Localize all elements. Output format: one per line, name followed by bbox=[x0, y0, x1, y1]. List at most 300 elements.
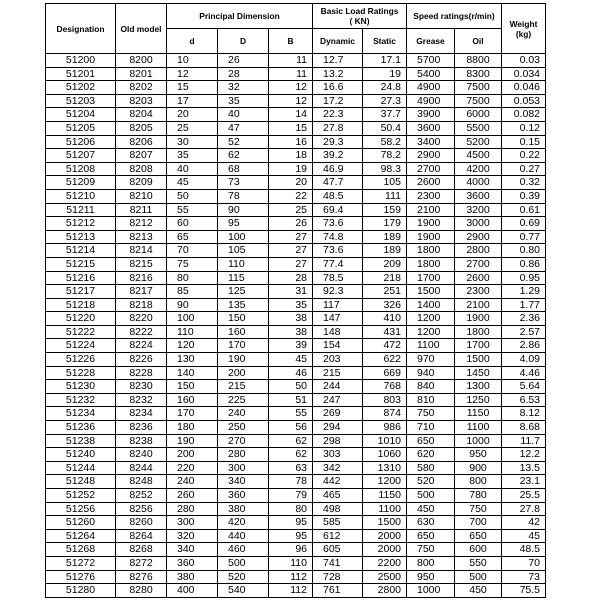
cell-designation: 51238 bbox=[46, 434, 116, 448]
cell-static-load: 472 bbox=[363, 339, 407, 353]
cell-designation: 51228 bbox=[46, 366, 116, 380]
cell-D: 225 bbox=[218, 393, 269, 407]
cell-designation: 51218 bbox=[46, 298, 116, 312]
cell-d: 12 bbox=[167, 67, 218, 81]
cell-B: 12 bbox=[269, 94, 313, 108]
cell-dynamic-load: 29.3 bbox=[313, 135, 363, 149]
cell-weight: 0.32 bbox=[502, 176, 546, 190]
cell-grease-speed: 4900 bbox=[407, 94, 455, 108]
cell-designation: 51201 bbox=[46, 67, 116, 81]
cell-designation: 51252 bbox=[46, 489, 116, 503]
cell-designation: 51205 bbox=[46, 121, 116, 135]
cell-oil-speed: 700 bbox=[455, 516, 502, 530]
cell-oil-speed: 650 bbox=[455, 529, 502, 543]
header-speed-ratings: Speed ratings(r/min) bbox=[407, 4, 502, 29]
cell-weight: 0.95 bbox=[502, 271, 546, 285]
cell-static-load: 1500 bbox=[363, 516, 407, 530]
cell-grease-speed: 1900 bbox=[407, 217, 455, 231]
cell-dynamic-load: 117 bbox=[313, 298, 363, 312]
cell-d: 20 bbox=[167, 108, 218, 122]
cell-grease-speed: 5400 bbox=[407, 67, 455, 81]
cell-old-model: 8260 bbox=[116, 516, 167, 530]
table-row bbox=[46, 271, 546, 285]
table-row bbox=[46, 475, 546, 489]
cell-old-model: 8209 bbox=[116, 176, 167, 190]
cell-dynamic-load: 442 bbox=[313, 475, 363, 489]
cell-d: 190 bbox=[167, 434, 218, 448]
cell-oil-speed: 780 bbox=[455, 489, 502, 503]
cell-old-model: 8211 bbox=[116, 203, 167, 217]
cell-designation: 51244 bbox=[46, 461, 116, 475]
cell-d: 35 bbox=[167, 149, 218, 163]
cell-dynamic-load: 269 bbox=[313, 407, 363, 421]
header-old-model: Old model bbox=[116, 4, 167, 54]
cell-d: 180 bbox=[167, 421, 218, 435]
cell-old-model: 8220 bbox=[116, 312, 167, 326]
cell-weight: 4.46 bbox=[502, 366, 546, 380]
cell-static-load: 431 bbox=[363, 325, 407, 339]
cell-D: 200 bbox=[218, 366, 269, 380]
cell-oil-speed: 5500 bbox=[455, 121, 502, 135]
cell-old-model: 8206 bbox=[116, 135, 167, 149]
cell-D: 240 bbox=[218, 407, 269, 421]
cell-d: 340 bbox=[167, 543, 218, 557]
cell-static-load: 2000 bbox=[363, 529, 407, 543]
cell-B: 14 bbox=[269, 108, 313, 122]
cell-grease-speed: 950 bbox=[407, 570, 455, 584]
table-row bbox=[46, 230, 546, 244]
cell-D: 520 bbox=[218, 570, 269, 584]
cell-dynamic-load: 92.3 bbox=[313, 285, 363, 299]
cell-old-model: 8230 bbox=[116, 380, 167, 394]
cell-oil-speed: 3000 bbox=[455, 217, 502, 231]
cell-weight: 0.27 bbox=[502, 162, 546, 176]
cell-d: 30 bbox=[167, 135, 218, 149]
cell-d: 75 bbox=[167, 257, 218, 271]
cell-B: 39 bbox=[269, 339, 313, 353]
table-row bbox=[46, 353, 546, 367]
cell-d: 90 bbox=[167, 298, 218, 312]
cell-old-model: 8215 bbox=[116, 257, 167, 271]
cell-weight: 0.61 bbox=[502, 203, 546, 217]
cell-designation: 51215 bbox=[46, 257, 116, 271]
cell-B: 31 bbox=[269, 285, 313, 299]
cell-B: 19 bbox=[269, 162, 313, 176]
cell-d: 40 bbox=[167, 162, 218, 176]
cell-d: 380 bbox=[167, 570, 218, 584]
header-basic-load-ratings: Basic Load Ratings ( KN) bbox=[313, 4, 407, 29]
cell-B: 28 bbox=[269, 271, 313, 285]
cell-old-model: 8217 bbox=[116, 285, 167, 299]
table-row bbox=[46, 516, 546, 530]
cell-weight: 70 bbox=[502, 556, 546, 570]
cell-weight: 0.03 bbox=[502, 54, 546, 68]
cell-D: 250 bbox=[218, 421, 269, 435]
cell-grease-speed: 3600 bbox=[407, 121, 455, 135]
cell-weight: 23.1 bbox=[502, 475, 546, 489]
cell-old-model: 8280 bbox=[116, 584, 167, 598]
cell-d: 45 bbox=[167, 176, 218, 190]
table-row bbox=[46, 434, 546, 448]
cell-oil-speed: 800 bbox=[455, 475, 502, 489]
cell-oil-speed: 600 bbox=[455, 543, 502, 557]
cell-d: 100 bbox=[167, 312, 218, 326]
cell-dynamic-load: 294 bbox=[313, 421, 363, 435]
cell-B: 62 bbox=[269, 434, 313, 448]
cell-designation: 51213 bbox=[46, 230, 116, 244]
cell-B: 112 bbox=[269, 584, 313, 598]
cell-static-load: 1010 bbox=[363, 434, 407, 448]
cell-B: 55 bbox=[269, 407, 313, 421]
header-D: D bbox=[218, 29, 269, 54]
cell-designation: 51268 bbox=[46, 543, 116, 557]
cell-grease-speed: 840 bbox=[407, 380, 455, 394]
cell-weight: 8.68 bbox=[502, 421, 546, 435]
cell-B: 51 bbox=[269, 393, 313, 407]
cell-old-model: 8244 bbox=[116, 461, 167, 475]
table-row bbox=[46, 189, 546, 203]
cell-static-load: 218 bbox=[363, 271, 407, 285]
cell-static-load: 2000 bbox=[363, 543, 407, 557]
cell-weight: 11.7 bbox=[502, 434, 546, 448]
table-row bbox=[46, 502, 546, 516]
cell-B: 20 bbox=[269, 176, 313, 190]
cell-d: 240 bbox=[167, 475, 218, 489]
cell-designation: 51202 bbox=[46, 81, 116, 95]
cell-oil-speed: 4000 bbox=[455, 176, 502, 190]
cell-dynamic-load: 46.9 bbox=[313, 162, 363, 176]
cell-d: 160 bbox=[167, 393, 218, 407]
cell-grease-speed: 3900 bbox=[407, 108, 455, 122]
cell-d: 25 bbox=[167, 121, 218, 135]
cell-d: 300 bbox=[167, 516, 218, 530]
cell-D: 73 bbox=[218, 176, 269, 190]
cell-designation: 51208 bbox=[46, 162, 116, 176]
cell-old-model: 8256 bbox=[116, 502, 167, 516]
cell-d: 360 bbox=[167, 556, 218, 570]
cell-B: 79 bbox=[269, 489, 313, 503]
cell-dynamic-load: 465 bbox=[313, 489, 363, 503]
cell-B: 11 bbox=[269, 67, 313, 81]
cell-weight: 0.80 bbox=[502, 244, 546, 258]
cell-B: 38 bbox=[269, 312, 313, 326]
cell-old-model: 8204 bbox=[116, 108, 167, 122]
cell-dynamic-load: 761 bbox=[313, 584, 363, 598]
table-row bbox=[46, 407, 546, 421]
cell-grease-speed: 710 bbox=[407, 421, 455, 435]
cell-dynamic-load: 585 bbox=[313, 516, 363, 530]
cell-static-load: 2800 bbox=[363, 584, 407, 598]
table-row bbox=[46, 135, 546, 149]
header-B: B bbox=[269, 29, 313, 54]
cell-D: 105 bbox=[218, 244, 269, 258]
table-row bbox=[46, 529, 546, 543]
cell-static-load: 803 bbox=[363, 393, 407, 407]
cell-D: 32 bbox=[218, 81, 269, 95]
table-body bbox=[46, 54, 546, 598]
cell-designation: 51222 bbox=[46, 325, 116, 339]
cell-static-load: 1100 bbox=[363, 502, 407, 516]
cell-dynamic-load: 728 bbox=[313, 570, 363, 584]
table-row bbox=[46, 380, 546, 394]
cell-static-load: 19 bbox=[363, 67, 407, 81]
cell-old-model: 8200 bbox=[116, 54, 167, 68]
cell-weight: 0.053 bbox=[502, 94, 546, 108]
cell-weight: 0.082 bbox=[502, 108, 546, 122]
cell-dynamic-load: 303 bbox=[313, 448, 363, 462]
cell-D: 215 bbox=[218, 380, 269, 394]
cell-old-model: 8201 bbox=[116, 67, 167, 81]
cell-designation: 51226 bbox=[46, 353, 116, 367]
cell-B: 95 bbox=[269, 529, 313, 543]
cell-static-load: 179 bbox=[363, 217, 407, 231]
table-row bbox=[46, 393, 546, 407]
cell-grease-speed: 5700 bbox=[407, 54, 455, 68]
cell-static-load: 251 bbox=[363, 285, 407, 299]
header-grease: Grease bbox=[407, 29, 455, 54]
cell-static-load: 1060 bbox=[363, 448, 407, 462]
cell-oil-speed: 1000 bbox=[455, 434, 502, 448]
cell-d: 130 bbox=[167, 353, 218, 367]
cell-static-load: 2500 bbox=[363, 570, 407, 584]
cell-oil-speed: 6000 bbox=[455, 108, 502, 122]
cell-oil-speed: 2800 bbox=[455, 244, 502, 258]
table-row bbox=[46, 149, 546, 163]
cell-static-load: 105 bbox=[363, 176, 407, 190]
cell-dynamic-load: 27.8 bbox=[313, 121, 363, 135]
cell-static-load: 986 bbox=[363, 421, 407, 435]
cell-designation: 51200 bbox=[46, 54, 116, 68]
cell-static-load: 1200 bbox=[363, 475, 407, 489]
cell-static-load: 24.8 bbox=[363, 81, 407, 95]
cell-D: 35 bbox=[218, 94, 269, 108]
table-row bbox=[46, 176, 546, 190]
cell-B: 26 bbox=[269, 217, 313, 231]
cell-weight: 27.8 bbox=[502, 502, 546, 516]
cell-dynamic-load: 154 bbox=[313, 339, 363, 353]
cell-D: 280 bbox=[218, 448, 269, 462]
cell-d: 120 bbox=[167, 339, 218, 353]
cell-designation: 51217 bbox=[46, 285, 116, 299]
cell-D: 270 bbox=[218, 434, 269, 448]
cell-D: 500 bbox=[218, 556, 269, 570]
cell-B: 62 bbox=[269, 448, 313, 462]
cell-oil-speed: 1500 bbox=[455, 353, 502, 367]
cell-oil-speed: 8800 bbox=[455, 54, 502, 68]
cell-dynamic-load: 741 bbox=[313, 556, 363, 570]
cell-B: 50 bbox=[269, 380, 313, 394]
cell-old-model: 8214 bbox=[116, 244, 167, 258]
cell-weight: 0.86 bbox=[502, 257, 546, 271]
cell-D: 340 bbox=[218, 475, 269, 489]
cell-oil-speed: 2100 bbox=[455, 298, 502, 312]
cell-D: 150 bbox=[218, 312, 269, 326]
table-row bbox=[46, 203, 546, 217]
cell-static-load: 209 bbox=[363, 257, 407, 271]
cell-weight: 45 bbox=[502, 529, 546, 543]
cell-designation: 51216 bbox=[46, 271, 116, 285]
cell-old-model: 8276 bbox=[116, 570, 167, 584]
cell-D: 115 bbox=[218, 271, 269, 285]
cell-B: 35 bbox=[269, 298, 313, 312]
table-row bbox=[46, 584, 546, 598]
table-row bbox=[46, 217, 546, 231]
cell-weight: 2.36 bbox=[502, 312, 546, 326]
cell-static-load: 1310 bbox=[363, 461, 407, 475]
table-row bbox=[46, 162, 546, 176]
cell-weight: 1.29 bbox=[502, 285, 546, 299]
cell-weight: 2.86 bbox=[502, 339, 546, 353]
cell-D: 40 bbox=[218, 108, 269, 122]
cell-grease-speed: 1700 bbox=[407, 271, 455, 285]
cell-dynamic-load: 298 bbox=[313, 434, 363, 448]
cell-B: 112 bbox=[269, 570, 313, 584]
table-row bbox=[46, 543, 546, 557]
cell-oil-speed: 4200 bbox=[455, 162, 502, 176]
cell-oil-speed: 450 bbox=[455, 584, 502, 598]
cell-B: 27 bbox=[269, 244, 313, 258]
cell-static-load: 2200 bbox=[363, 556, 407, 570]
cell-B: 27 bbox=[269, 257, 313, 271]
cell-grease-speed: 1100 bbox=[407, 339, 455, 353]
cell-weight: 0.15 bbox=[502, 135, 546, 149]
cell-D: 47 bbox=[218, 121, 269, 135]
cell-old-model: 8218 bbox=[116, 298, 167, 312]
cell-static-load: 37.7 bbox=[363, 108, 407, 122]
cell-oil-speed: 1800 bbox=[455, 325, 502, 339]
cell-grease-speed: 940 bbox=[407, 366, 455, 380]
cell-d: 280 bbox=[167, 502, 218, 516]
cell-static-load: 98.3 bbox=[363, 162, 407, 176]
cell-grease-speed: 2900 bbox=[407, 149, 455, 163]
cell-old-model: 8210 bbox=[116, 189, 167, 203]
table-row bbox=[46, 298, 546, 312]
table-row bbox=[46, 54, 546, 68]
cell-static-load: 768 bbox=[363, 380, 407, 394]
cell-oil-speed: 3200 bbox=[455, 203, 502, 217]
cell-static-load: 622 bbox=[363, 353, 407, 367]
table-row bbox=[46, 244, 546, 258]
table-row bbox=[46, 67, 546, 81]
cell-D: 300 bbox=[218, 461, 269, 475]
cell-designation: 51260 bbox=[46, 516, 116, 530]
cell-weight: 6.53 bbox=[502, 393, 546, 407]
cell-B: 16 bbox=[269, 135, 313, 149]
cell-oil-speed: 1450 bbox=[455, 366, 502, 380]
cell-D: 540 bbox=[218, 584, 269, 598]
cell-static-load: 159 bbox=[363, 203, 407, 217]
cell-dynamic-load: 13.2 bbox=[313, 67, 363, 81]
table-row bbox=[46, 448, 546, 462]
cell-D: 380 bbox=[218, 502, 269, 516]
cell-dynamic-load: 73.6 bbox=[313, 244, 363, 258]
cell-B: 15 bbox=[269, 121, 313, 135]
cell-old-model: 8205 bbox=[116, 121, 167, 135]
cell-old-model: 8212 bbox=[116, 217, 167, 231]
cell-grease-speed: 2600 bbox=[407, 176, 455, 190]
cell-old-model: 8238 bbox=[116, 434, 167, 448]
cell-dynamic-load: 17.2 bbox=[313, 94, 363, 108]
cell-designation: 51234 bbox=[46, 407, 116, 421]
cell-dynamic-load: 605 bbox=[313, 543, 363, 557]
cell-old-model: 8224 bbox=[116, 339, 167, 353]
table-row bbox=[46, 94, 546, 108]
cell-dynamic-load: 203 bbox=[313, 353, 363, 367]
cell-old-model: 8207 bbox=[116, 149, 167, 163]
table-row bbox=[46, 366, 546, 380]
cell-d: 320 bbox=[167, 529, 218, 543]
cell-D: 62 bbox=[218, 149, 269, 163]
cell-dynamic-load: 48.5 bbox=[313, 189, 363, 203]
cell-designation: 51272 bbox=[46, 556, 116, 570]
table-row bbox=[46, 325, 546, 339]
cell-B: 27 bbox=[269, 230, 313, 244]
cell-d: 260 bbox=[167, 489, 218, 503]
cell-grease-speed: 2700 bbox=[407, 162, 455, 176]
cell-d: 200 bbox=[167, 448, 218, 462]
cell-D: 52 bbox=[218, 135, 269, 149]
table-row bbox=[46, 81, 546, 95]
cell-B: 95 bbox=[269, 516, 313, 530]
cell-d: 50 bbox=[167, 189, 218, 203]
cell-oil-speed: 1700 bbox=[455, 339, 502, 353]
cell-old-model: 8268 bbox=[116, 543, 167, 557]
cell-weight: 8.12 bbox=[502, 407, 546, 421]
header-designation: Designation bbox=[46, 4, 116, 54]
cell-old-model: 8226 bbox=[116, 353, 167, 367]
cell-weight: 13.5 bbox=[502, 461, 546, 475]
cell-grease-speed: 520 bbox=[407, 475, 455, 489]
cell-oil-speed: 950 bbox=[455, 448, 502, 462]
cell-designation: 51214 bbox=[46, 244, 116, 258]
cell-weight: 0.39 bbox=[502, 189, 546, 203]
cell-B: 63 bbox=[269, 461, 313, 475]
cell-d: 170 bbox=[167, 407, 218, 421]
header-principal-dimension: Principal Dimension bbox=[167, 4, 313, 29]
cell-grease-speed: 1200 bbox=[407, 312, 455, 326]
cell-old-model: 8216 bbox=[116, 271, 167, 285]
cell-D: 135 bbox=[218, 298, 269, 312]
cell-B: 78 bbox=[269, 475, 313, 489]
cell-d: 70 bbox=[167, 244, 218, 258]
cell-grease-speed: 970 bbox=[407, 353, 455, 367]
cell-grease-speed: 1800 bbox=[407, 257, 455, 271]
cell-old-model: 8232 bbox=[116, 393, 167, 407]
cell-designation: 51204 bbox=[46, 108, 116, 122]
cell-D: 90 bbox=[218, 203, 269, 217]
cell-old-model: 8213 bbox=[116, 230, 167, 244]
bearing-spec-table bbox=[45, 3, 546, 598]
cell-B: 80 bbox=[269, 502, 313, 516]
cell-designation: 51280 bbox=[46, 584, 116, 598]
cell-designation: 51276 bbox=[46, 570, 116, 584]
cell-static-load: 27.3 bbox=[363, 94, 407, 108]
cell-D: 420 bbox=[218, 516, 269, 530]
cell-designation: 51248 bbox=[46, 475, 116, 489]
cell-oil-speed: 3600 bbox=[455, 189, 502, 203]
cell-D: 440 bbox=[218, 529, 269, 543]
cell-d: 220 bbox=[167, 461, 218, 475]
cell-weight: 1.77 bbox=[502, 298, 546, 312]
cell-designation: 51224 bbox=[46, 339, 116, 353]
table-row bbox=[46, 339, 546, 353]
header-dynamic: Dynamic bbox=[313, 29, 363, 54]
cell-d: 140 bbox=[167, 366, 218, 380]
cell-grease-speed: 750 bbox=[407, 543, 455, 557]
cell-D: 28 bbox=[218, 67, 269, 81]
cell-designation: 51207 bbox=[46, 149, 116, 163]
cell-dynamic-load: 148 bbox=[313, 325, 363, 339]
